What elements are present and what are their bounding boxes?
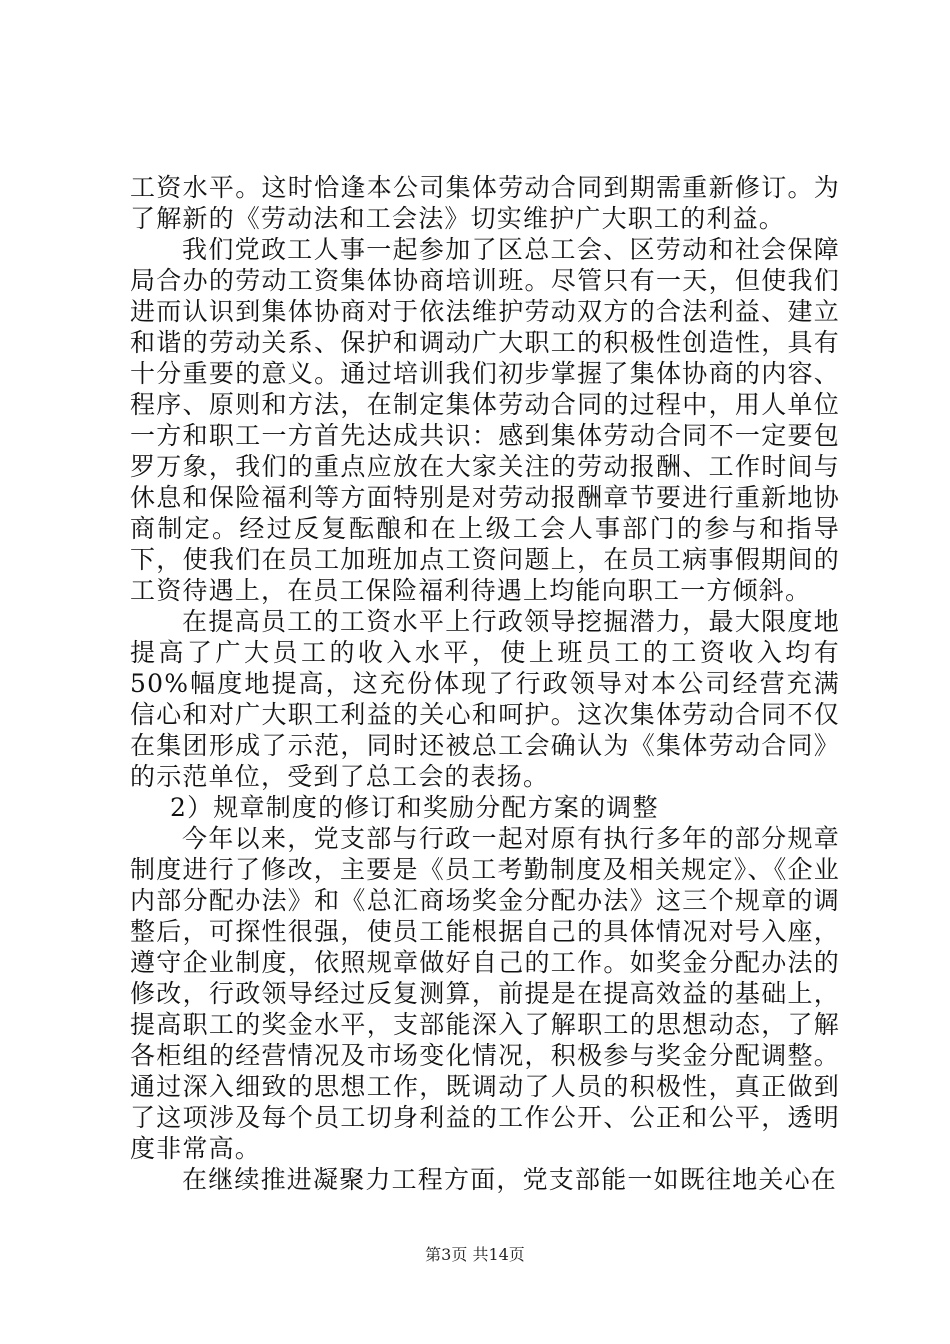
paragraph-rules-revision: 今年以来，党支部与行政一起对原有执行多年的部分规章制度进行了修改，主要是《员工考勤制度及相关规定》、《企业内部分配办法》和《总汇商场奖金分配办法》这三个规章的调整后，可探性很强，使员工能根据自己的具体情况对号入座，遵守企业制度，依照规章做好自己的工作。如奖金分配办法的修改，行政领导经过反复测算，前提是在提高效益的基础上，提高职工的奖金水平，支部能深入了解职工的思想动态，了解各柜组的经营情况及市场变化情况，积极参与奖金分配调整。通过深入细致的思想工作，既调动了人员的积极性，真正做到了这项涉及每个员工切身利益的工作公开、公正和公平，透明度非常高。 — [130, 824, 840, 1163]
page-footer: 第3页 共14页 — [425, 1245, 525, 1264]
section-heading: 2）规章制度的修订和奖励分配方案的调整 — [170, 793, 659, 822]
paragraph-cohesion-project: 在继续推进凝聚力工程方面，党支部能一如既往地关心在 — [182, 1165, 838, 1194]
paragraph-continuation: 工资水平。这时恰逢本公司集体劳动合同到期需重新修订。为了解新的《劳动法和工会法》切实维护广大职工的利益。 — [130, 173, 840, 233]
document-body — [130, 172, 840, 1195]
paragraph-collective-negotiation: 我们党政工人事一起参加了区总工会、区劳动和社会保障局合办的劳动工资集体协商培训班。尽管只有一天，但使我们进而认识到集体协商对于依法维护劳动双方的合法利益、建立和谐的劳动关系、保护和调动广大职工的积极性创造性，具有十分重要的意义。通过培训我们初步掌握了集体协商的内容、程序、原则和方法，在制定集体劳动合同的过程中，用人单位一方和职工一方首先达成共识：感到集体劳动合同不一定要包罗万象，我们的重点应放在大家关注的劳动报酬、工作时间与休息和保险福利等方面特别是对劳动报酬章节要进行重新地协商制定。经过反复酝酿和在上级工会人事部门的参与和指导下，使我们在员工加班加点工资问题上，在员工病事假期间的工资待遇上，在员工保险福利待遇上均能向职工一方倾斜。 — [130, 235, 840, 605]
paragraph-wage-increase: 在提高员工的工资水平上行政领导挖掘潜力，最大限度地提高了广大员工的收入水平，使上班员工的工资收入均有50%幅度地提高，这充份体现了行政领导对本公司经营充满信心和对广大职工利益的关心和呵护。这次集体劳动合同不仅在集团形成了示范，同时还被总工会确认为《集体劳动合同》的示范单位，受到了总工会的表扬。 — [130, 607, 840, 791]
